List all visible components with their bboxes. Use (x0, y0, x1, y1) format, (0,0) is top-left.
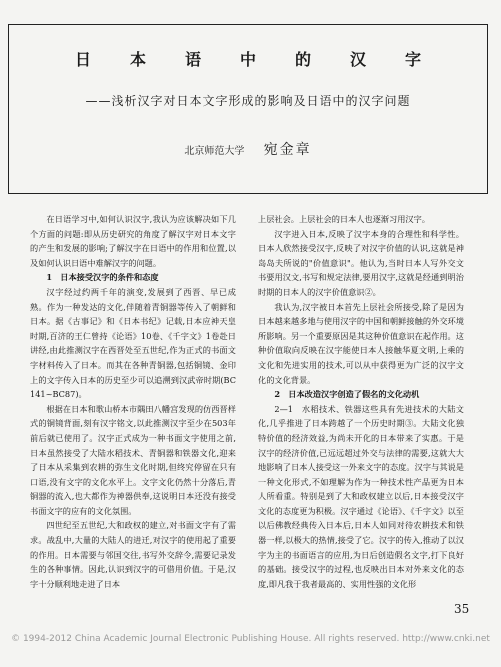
article-title: 日本语中的汉字 (74, 50, 460, 69)
author-name: 宛金章 (263, 142, 312, 158)
intro-paragraph: 在日语学习中,如何认识汉字,我认为应该解决如下几个方面的问题:即从历史研究的角度了解汉字对日本文字的产生和发展的影响;了解汉字在日语中的作用和位置,以及如何认识日语中难解汉字的问题。 (30, 214, 236, 268)
body-paragraph: 我认为,汉字被日本首先上层社会所接受,除了是因为日本越来越多地与使用汉字的中国和朝鲜接触的外交环境所影响。另一个重要原因是其这种价值意识在起作用。这种价值取向反映在汉字能使日本人接触华夏文明,上乘的文化和先进实用的技术,可以从中获得更为广泛的汉字文化的文化背景。 (258, 301, 464, 385)
body-paragraph: 汉字进入日本,反映了汉字本身的合理性和科学性。日本人欣然接受汉字,反映了对汉字价值的认识,这就是神岛岛夫所说的"价值意识"。他认为,当时日本人写外交文书要用汉文,书写和规定法律,要用汉字,这就是经通到明治时期的日本人的汉字价值意识②。 (258, 228, 464, 297)
left-column (30, 212, 236, 591)
body-paragraph: 上层社会。上层社会的日本人也逐渐习用汉字。 (258, 214, 430, 224)
copyright-footer: © 1994-2012 China Academic Journal Electronic Publishing House. All rights reserved. http://www.cnki.net (11, 634, 490, 644)
body-paragraph: 根据在日本和歌山桥本市隅田八幡宫发现的仿西晋样式的铜镜背面,刻有汉字铭文,以此推测汉字至少在503年前后就已使用了。汉字正式成为一种书面文字使用之前,日本虽然接受了大陆水稻技术、青铜器和铁器文化,迎来了日本从采集到农耕的弥生文化时期,但终究停留在只有口语,没有文字的文化水平上。文字文化仍然十分落后,青铜器的流入,也大都作为神器供奉,这说明日本还没有接受书面文字的应有的文化氛围。 (30, 403, 236, 516)
page-number: 35 (454, 602, 470, 616)
author-affiliation: 北京师范大学 (184, 146, 245, 157)
article-subtitle: ——浅析汉字对日本文字形成的影响及日语中的汉字问题 (85, 94, 411, 108)
body-paragraph: 四世纪至五世纪,大和政权的建立,对书面文字有了需求。战乱中,大量的大陆人的进迁,对汉字的使用起了重要的作用。日本需要与邻国交往,书写外交辞令,需要记录发生的各种事情。因此,认识到汉字的可借用价值。于是,汉字十分顺利地走进了日本 (30, 520, 236, 589)
body-paragraph: 2—1 水稻技术、铁器这些具有先进技术的大陆文化,几乎推进了日本跨越了一个历史时期③。大陆文化独特价值的经济效益,为尚未开化的日本带来了实惠。于是汉字的经济价值,已远远超过外交与法律的需要,这就大大地影响了日本人接受这一外来文字的态度。汉字与其说是一种文化形式,不如理解为作为一种技术性产品更为日本人所看重。特别是到了大和政权建立以后,日本接受汉字文化的态度更为积极。汉字通过《论语》、《千字文》以至以后佛教经典传入日本后,日本人如同对待农耕技术和铁器一样,以极大的热情,接受了它。汉字的传入,推动了以汉字为主的书面语言的应用,为日后创造假名文字,打下良好的基础。接受汉字的过程,也反映出日本对外来文化的态度,即凡我于我者最高的、实用性强的文化形 (258, 403, 464, 589)
right-column (258, 212, 464, 591)
byline (9, 139, 487, 159)
section-heading-2: 2 日本改造汉字创造了假名的文化动机 (274, 389, 420, 400)
section-heading-1: 1 日本接受汉字的条件和态度 (46, 272, 159, 283)
title-block (8, 24, 488, 194)
body-paragraph: 汉字经过约两千年的演变,发展到了西晋、早已成熟。作为一种发达的文化,伴随着青铜器等传入了朝鲜和日本。据《古事记》和《日本书纪》记载,日本应神天皇时期,百济的王仁曾持《论语》10卷、《千字文》1卷赴日讲经,由此推测汉字在西晋处至五世纪,作为正式的书面文字材料传入了日本。而其在各种青铜器,包括铜镜、金印上的文字传入日本的历史至少可以追溯到汉武帝时期(BC141~BC87)。 (30, 286, 236, 400)
